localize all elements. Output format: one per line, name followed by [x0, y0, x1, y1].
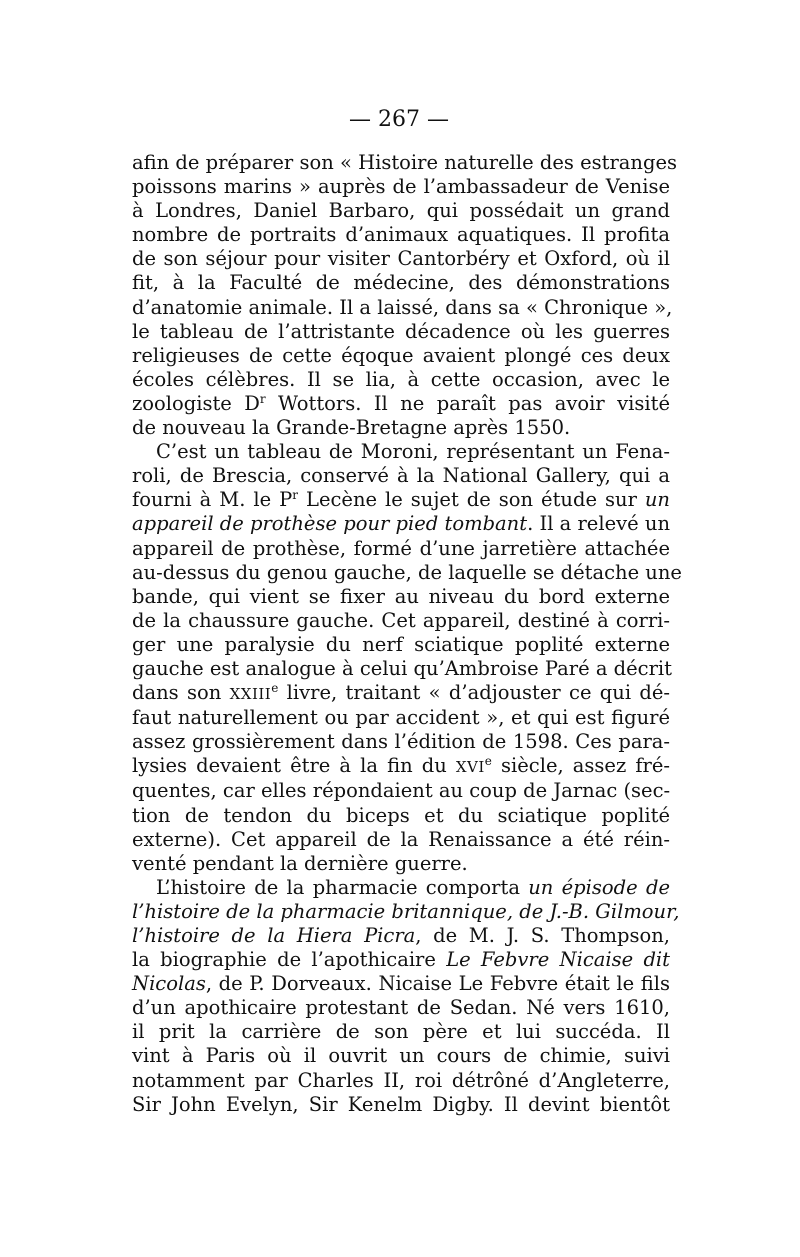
text-line: dans son XXIIIe livre, traitant « d’adjouster ce qui dé- [132, 681, 670, 705]
text-line: fourni à M. le $P^r$ Lecène le sujet de son étude sur un [132, 488, 670, 512]
text-line: appareil de prothèse pour pied tombant. Il a relevé un [132, 512, 670, 536]
text-line: externe). Cet appareil de la Renaissance a été réin- [132, 827, 670, 851]
text-line: de son séjour pour visiter Cantorbéry et Oxford, où il [132, 247, 670, 271]
text-line: appareil de prothèse, formé d’une jarretière attachée [132, 536, 670, 560]
text-line: la biographie de l’apothicaire Le Febvre Nicaise dit [132, 948, 670, 972]
text-line: vint à Paris où il ouvrit un cours de chimie, suivi [132, 1044, 670, 1068]
text-line: écoles célèbres. Il se lia, à cette occasion, avec le [132, 367, 670, 391]
text-line: l’histoire de la Hiera Picra, de M. J. S. Thompson, [132, 924, 671, 947]
text-line: d’un apothicaire protestant de Sedan. Né vers 1610, [132, 996, 670, 1020]
text-line: de nouveau la Grande-Bretagne après 1550. [132, 416, 571, 440]
text-line: L’histoire de la pharmacie comporta un épisode de [156, 875, 670, 899]
text-line: roli, de Brescia, conservé à la National Gallery, qui a [132, 464, 670, 488]
text-line: ger une paralysie du nerf sciatique poplité externe [132, 632, 670, 656]
text-line: à Londres, Daniel Barbaro, qui possédait un grand [132, 199, 670, 223]
text-line: au-dessus du genou gauche, de laquelle se détache une [132, 560, 682, 584]
text-line: tion de tendon du biceps et du sciatique poplité [132, 803, 670, 827]
text-line: le tableau de l’attristante décadence où les guerres [132, 319, 670, 343]
text-line: de la chaussure gauche. Cet appareil, destiné à corri- [132, 608, 670, 632]
text-line: C’est un tableau de Moroni, représentant un Fena- [156, 440, 670, 464]
text-line: zoologiste $D^r$ Wottors. Il ne paraît pas avoir visité [132, 391, 671, 415]
text-line: nombre de portraits d’animaux aquatiques. Il profita [132, 223, 670, 247]
text-line: faut naturellement ou par accident », et qui est figuré [132, 706, 670, 730]
text-line: Nicolas, de P. Dorveaux. Nicaise Le Febvre était le fils [132, 972, 670, 996]
text-line: afin de préparer son « Histoire naturelle des estranges [132, 151, 678, 174]
text-line: venté pendant la dernière guerre. [132, 851, 468, 875]
page-number: — 267 — [349, 107, 449, 132]
paragraph [132, 875, 680, 1117]
text-line: lysies devaient être à la fin du XVIe siècle, assez fré- [132, 754, 670, 778]
text-line: notamment par Charles II, roi détrôné d’Angleterre, [132, 1068, 670, 1092]
text-line: d’anatomie animale. Il a laissé, dans sa « Chronique », [132, 295, 673, 319]
text-line: Sir John Evelyn, Sir Kenelm Digby. Il devint bientôt [132, 1092, 670, 1116]
body-text [132, 151, 682, 1117]
page [132, 105, 682, 1117]
text-line: assez grossièrement dans l’édition de 1598. Ces para- [132, 730, 670, 754]
paragraph [132, 151, 678, 440]
text-line: religieuses de cette éqoque avaient plongé ces deux [132, 343, 670, 367]
text-line: bande, qui vient se fixer au niveau du bord externe [132, 584, 670, 608]
text-line: poissons marins » auprès de l’ambassadeur de Venise [132, 175, 670, 199]
text-line: l’histoire de la pharmacie britannique, de J.-B. Gilmour, [132, 899, 680, 923]
text-line: il prit la carrière de son père et lui succéda. Il [132, 1020, 670, 1044]
text-line: quentes, car elles répondaient au coup de Jarnac (sec- [132, 779, 671, 803]
text-line: gauche est analogue à celui qu’Ambroise Paré a décrit [132, 656, 672, 680]
text-line: fit, à la Faculté de médecine, des démonstrations [132, 271, 670, 295]
paragraph [132, 440, 682, 876]
